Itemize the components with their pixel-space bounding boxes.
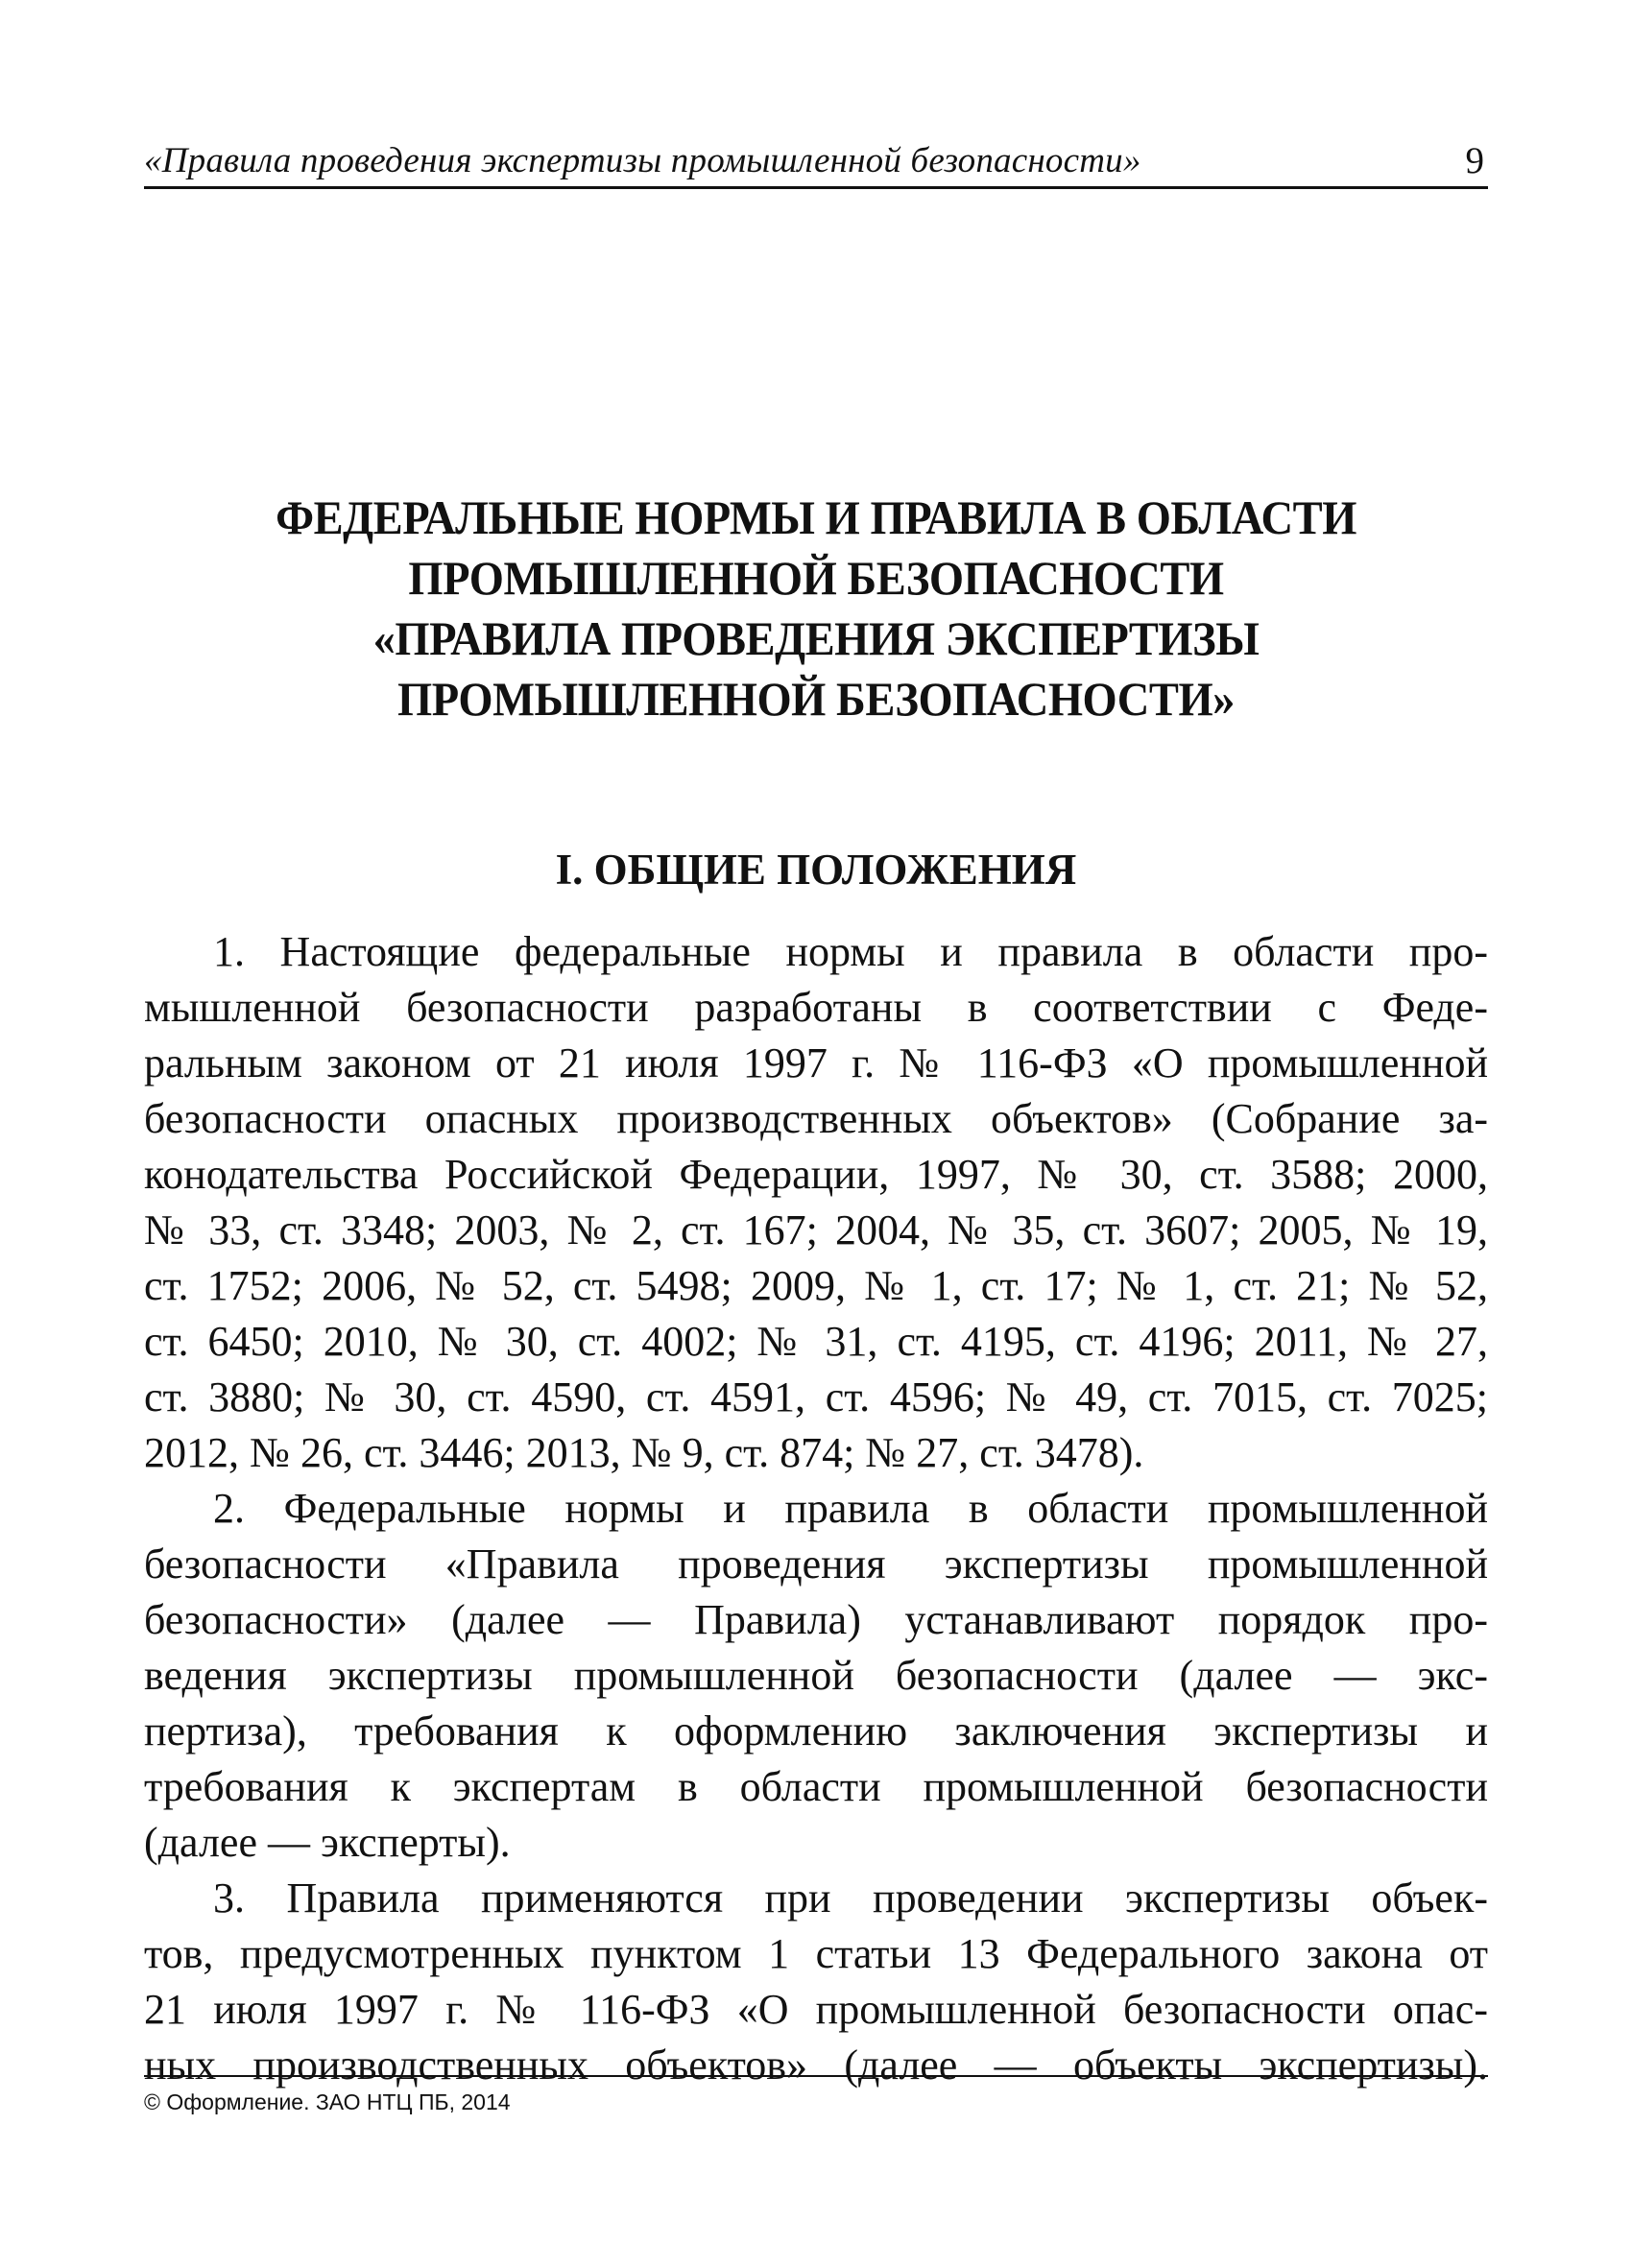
text-line: ных производственных объектов» (далее — объекты экспертизы).	[144, 2041, 1488, 2089]
text-line: ст. 1752; 2006, № 52, ст. 5498; 2009, № 1, ст. 17; № 1, ст. 21; № 52,	[144, 1262, 1488, 1309]
text-line: (далее — эксперты).	[144, 1819, 511, 1866]
text-line: 1. Настоящие федеральные нормы и правила в области про-	[213, 928, 1488, 975]
running-header	[144, 140, 1488, 189]
text-line: конодательства Российской Федерации, 1997, № 30, ст. 3588; 2000,	[144, 1151, 1488, 1198]
text-line: ведения экспертизы промышленной безопасности (далее — экс-	[144, 1652, 1488, 1699]
document-title	[191, 488, 1441, 729]
text-line: 2. Федеральные нормы и правила в области промышленной	[213, 1485, 1488, 1532]
body-text	[144, 924, 1488, 2093]
text-line: ральным законом от 21 июля 1997 г. № 116-ФЗ «О промышленной	[144, 1039, 1488, 1086]
paragraph-2	[144, 1481, 1488, 1871]
text-line: пертиза), требования к оформлению заключения экспертизы и	[144, 1707, 1488, 1755]
text-line: ст. 6450; 2010, № 30, ст. 4002; № 31, ст. 4195, ст. 4196; 2011, № 27,	[144, 1318, 1488, 1365]
text-line: мышленной безопасности разработаны в соответствии с Феде-	[144, 984, 1488, 1031]
title-line: ПРОМЫШЛЕННОЙ БЕЗОПАСНОСТИ	[408, 551, 1224, 605]
text-line: 21 июля 1997 г. № 116-ФЗ «О промышленной безопасности опас-	[144, 1986, 1488, 2033]
text-line: безопасности» (далее — Правила) устанавливают порядок про-	[144, 1596, 1488, 1643]
running-title: «Правила проведения экспертизы промышленной безопасности»	[144, 141, 1141, 180]
text-line: безопасности опасных производственных объектов» (Собрание за-	[144, 1095, 1488, 1142]
text-line: тов, предусмотренных пунктом 1 статьи 13 Федерального закона от	[144, 1930, 1488, 1977]
page-number: 9	[1465, 140, 1484, 181]
text-line: № 33, ст. 3348; 2003, № 2, ст. 167; 2004, № 35, ст. 3607; 2005, № 19,	[144, 1206, 1488, 1253]
footer	[144, 2075, 1488, 2117]
title-line: «ПРАВИЛА ПРОВЕДЕНИЯ ЭКСПЕРТИЗЫ	[372, 611, 1260, 665]
text-line: безопасности «Правила проведения экспертизы промышленной	[144, 1540, 1488, 1588]
text-line: 2012, № 26, ст. 3446; 2013, № 9, ст. 874; № 27, ст. 3478).	[144, 1429, 1144, 1476]
text-line: ст. 3880; № 30, ст. 4590, ст. 4591, ст. 4596; № 49, ст. 7015, ст. 7025;	[144, 1373, 1488, 1420]
text-line: 3. Правила применяются при проведении экспертизы объек-	[213, 1874, 1488, 1922]
section-heading: I. ОБЩИЕ ПОЛОЖЕНИЯ	[555, 846, 1077, 894]
paragraph-3	[144, 1871, 1488, 2093]
copyright-notice: © Оформление. ЗАО НТЦ ПБ, 2014	[144, 2089, 511, 2114]
title-line: ПРОМЫШЛЕННОЙ БЕЗОПАСНОСТИ»	[397, 672, 1235, 726]
paragraph-1	[144, 924, 1488, 1481]
text-line: требования к экспертам в области промышленной безопасности	[144, 1763, 1488, 1810]
title-line: ФЕДЕРАЛЬНЫЕ НОРМЫ И ПРАВИЛА В ОБЛАСТИ	[276, 490, 1356, 544]
